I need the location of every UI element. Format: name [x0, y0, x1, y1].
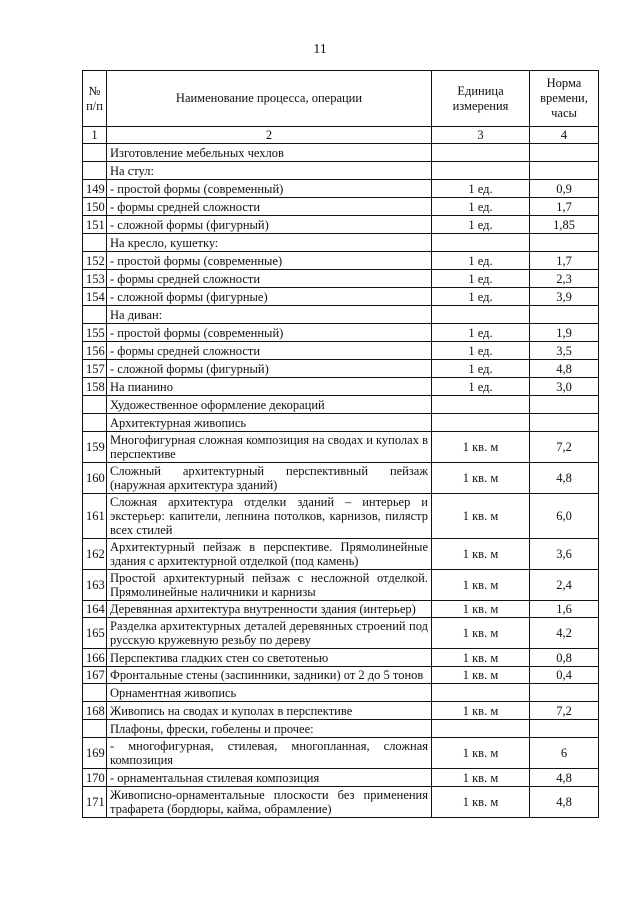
table-row: [83, 667, 599, 684]
row-number: [83, 720, 107, 738]
row-number: 152: [83, 252, 107, 270]
row-norm: [530, 234, 599, 252]
table-row: [83, 684, 599, 702]
row-number: [83, 306, 107, 324]
row-number: 153: [83, 270, 107, 288]
row-operation-name: - формы средней сложности: [107, 342, 432, 360]
row-unit: 1 ед.: [432, 252, 530, 270]
table-row: [83, 649, 599, 667]
row-operation-name: На стул:: [107, 162, 432, 180]
row-operation-name: - сложной формы (фигурный): [107, 216, 432, 234]
row-norm: [530, 162, 599, 180]
row-operation-name: - простой формы (современный): [107, 324, 432, 342]
row-operation-name: Разделка архитектурных деталей деревянных строений под русскую кружевную резьбу по дереву: [107, 618, 432, 649]
row-norm: 3,5: [530, 342, 599, 360]
row-norm: [530, 414, 599, 432]
row-number: 159: [83, 432, 107, 463]
row-unit: [432, 306, 530, 324]
row-number: 160: [83, 463, 107, 494]
row-number: 149: [83, 180, 107, 198]
row-unit: 1 кв. м: [432, 738, 530, 769]
row-unit: 1 кв. м: [432, 769, 530, 787]
row-unit: 1 ед.: [432, 378, 530, 396]
row-norm: [530, 144, 599, 162]
table-row: [83, 769, 599, 787]
row-number: [83, 396, 107, 414]
row-norm: 7,2: [530, 432, 599, 463]
table-row: [83, 539, 599, 570]
row-unit: 1 кв. м: [432, 570, 530, 601]
page-number: 11: [313, 42, 327, 57]
table-row: [83, 306, 599, 324]
row-number: 170: [83, 769, 107, 787]
row-operation-name: Архитектурный пейзаж в перспективе. Прямолинейные здания с архитектурной отделкой (под камень): [107, 539, 432, 570]
row-number: [83, 414, 107, 432]
row-unit: 1 кв. м: [432, 649, 530, 667]
row-number: 171: [83, 787, 107, 818]
header-name: Наименование процесса, операции: [107, 71, 432, 127]
row-operation-name: - формы средней сложности: [107, 270, 432, 288]
row-unit: 1 ед.: [432, 342, 530, 360]
row-operation-name: Простой архитектурный пейзаж с несложной отделкой. Прямолинейные наличники и карнизы: [107, 570, 432, 601]
row-operation-name: Фронтальные стены (заспинники, задники) от 2 до 5 тонов: [107, 667, 432, 684]
row-unit: 1 кв. м: [432, 539, 530, 570]
row-operation-name: - многофигурная, стилевая, многопланная, сложная композиция: [107, 738, 432, 769]
row-norm: 4,8: [530, 463, 599, 494]
row-operation-name: Изготовление мебельных чехлов: [107, 144, 432, 162]
table-row: [83, 787, 599, 818]
row-operation-name: На пианино: [107, 378, 432, 396]
row-unit: [432, 144, 530, 162]
column-number: 3: [432, 127, 530, 144]
row-norm: 6,0: [530, 494, 599, 539]
table-row: [83, 618, 599, 649]
row-number: [83, 144, 107, 162]
table-row: [83, 252, 599, 270]
row-number: 169: [83, 738, 107, 769]
column-number-row: [83, 127, 599, 144]
row-norm: 6: [530, 738, 599, 769]
table-row: [83, 216, 599, 234]
table-row: [83, 601, 599, 618]
row-unit: [432, 684, 530, 702]
row-number: [83, 234, 107, 252]
row-norm: [530, 684, 599, 702]
header-num: № п/п: [83, 71, 107, 127]
row-unit: [432, 234, 530, 252]
row-number: 167: [83, 667, 107, 684]
row-operation-name: - формы средней сложности: [107, 198, 432, 216]
row-operation-name: Живопись на сводах и куполах в перспективе: [107, 702, 432, 720]
row-norm: 1,9: [530, 324, 599, 342]
row-unit: 1 ед.: [432, 324, 530, 342]
row-number: 164: [83, 601, 107, 618]
row-norm: 0,8: [530, 649, 599, 667]
table-row: [83, 378, 599, 396]
row-unit: [432, 396, 530, 414]
row-norm: [530, 306, 599, 324]
row-unit: 1 ед.: [432, 180, 530, 198]
row-unit: 1 кв. м: [432, 494, 530, 539]
row-operation-name: Сложная архитектура отделки зданий – интерьер и экстерьер: капители, лепнина потолков, карнизов, пилястр всех стилей: [107, 494, 432, 539]
row-norm: 0,4: [530, 667, 599, 684]
column-number: 2: [107, 127, 432, 144]
header-norm: Норма времени, часы: [530, 71, 599, 127]
row-operation-name: - простой формы (современный): [107, 180, 432, 198]
row-norm: 4,8: [530, 769, 599, 787]
table-row: [83, 738, 599, 769]
table-row: [83, 720, 599, 738]
row-operation-name: - простой формы (современные): [107, 252, 432, 270]
row-operation-name: Многофигурная сложная композиция на сводах и куполах в перспективе: [107, 432, 432, 463]
row-unit: 1 кв. м: [432, 618, 530, 649]
row-number: [83, 162, 107, 180]
row-unit: 1 кв. м: [432, 432, 530, 463]
row-unit: 1 ед.: [432, 270, 530, 288]
row-operation-name: - сложной формы (фигурные): [107, 288, 432, 306]
row-norm: 7,2: [530, 702, 599, 720]
row-operation-name: Деревянная архитектура внутренности здания (интерьер): [107, 601, 432, 618]
row-operation-name: На кресло, кушетку:: [107, 234, 432, 252]
row-norm: 3,0: [530, 378, 599, 396]
row-norm: 1,6: [530, 601, 599, 618]
row-operation-name: Архитектурная живопись: [107, 414, 432, 432]
row-norm: 4,8: [530, 787, 599, 818]
row-unit: 1 ед.: [432, 198, 530, 216]
row-number: 156: [83, 342, 107, 360]
row-operation-name: - орнаментальная стилевая композиция: [107, 769, 432, 787]
row-operation-name: Плафоны, фрески, гобелены и прочее:: [107, 720, 432, 738]
row-number: 158: [83, 378, 107, 396]
row-number: 155: [83, 324, 107, 342]
table-body: [83, 144, 599, 818]
row-norm: 2,3: [530, 270, 599, 288]
row-number: 151: [83, 216, 107, 234]
column-number: 4: [530, 127, 599, 144]
table-row: [83, 342, 599, 360]
table-row: [83, 396, 599, 414]
table-header-row: [83, 71, 599, 127]
row-number: 165: [83, 618, 107, 649]
row-norm: [530, 720, 599, 738]
row-number: 163: [83, 570, 107, 601]
table-row: [83, 414, 599, 432]
row-unit: 1 ед.: [432, 360, 530, 378]
row-norm: 1,85: [530, 216, 599, 234]
row-operation-name: Орнаментная живопись: [107, 684, 432, 702]
row-norm: 3,6: [530, 539, 599, 570]
row-norm: 1,7: [530, 198, 599, 216]
table-row: [83, 702, 599, 720]
row-operation-name: Живописно-орнаментальные плоскости без применения трафарета (бордюры, кайма, обрамление): [107, 787, 432, 818]
row-unit: 1 ед.: [432, 288, 530, 306]
table-row: [83, 570, 599, 601]
row-unit: [432, 414, 530, 432]
table-row: [83, 360, 599, 378]
row-operation-name: Перспектива гладких стен со светотенью: [107, 649, 432, 667]
row-norm: 2,4: [530, 570, 599, 601]
row-unit: [432, 162, 530, 180]
table-row: [83, 144, 599, 162]
row-norm: 4,8: [530, 360, 599, 378]
row-unit: [432, 720, 530, 738]
row-unit: 1 кв. м: [432, 601, 530, 618]
table-row: [83, 180, 599, 198]
row-number: 154: [83, 288, 107, 306]
table-row: [83, 270, 599, 288]
row-unit: 1 кв. м: [432, 702, 530, 720]
row-operation-name: На диван:: [107, 306, 432, 324]
row-norm: 0,9: [530, 180, 599, 198]
header-unit: Единица измерения: [432, 71, 530, 127]
row-unit: 1 кв. м: [432, 787, 530, 818]
row-operation-name: - сложной формы (фигурный): [107, 360, 432, 378]
table-row: [83, 324, 599, 342]
row-number: 166: [83, 649, 107, 667]
table-row: [83, 288, 599, 306]
row-operation-name: Сложный архитектурный перспективный пейзаж (наружная архитектура зданий): [107, 463, 432, 494]
row-number: 157: [83, 360, 107, 378]
time-norms-table: [82, 70, 599, 818]
row-unit: 1 ед.: [432, 216, 530, 234]
row-norm: 4,2: [530, 618, 599, 649]
row-number: 162: [83, 539, 107, 570]
table-row: [83, 463, 599, 494]
row-number: [83, 684, 107, 702]
row-unit: 1 кв. м: [432, 667, 530, 684]
table-row: [83, 494, 599, 539]
column-number: 1: [83, 127, 107, 144]
row-number: 150: [83, 198, 107, 216]
row-unit: 1 кв. м: [432, 463, 530, 494]
row-norm: 1,7: [530, 252, 599, 270]
table-row: [83, 198, 599, 216]
row-number: 168: [83, 702, 107, 720]
row-norm: [530, 396, 599, 414]
row-number: 161: [83, 494, 107, 539]
row-norm: 3,9: [530, 288, 599, 306]
table-row: [83, 234, 599, 252]
table-row: [83, 162, 599, 180]
table-row: [83, 432, 599, 463]
row-operation-name: Художественное оформление декораций: [107, 396, 432, 414]
